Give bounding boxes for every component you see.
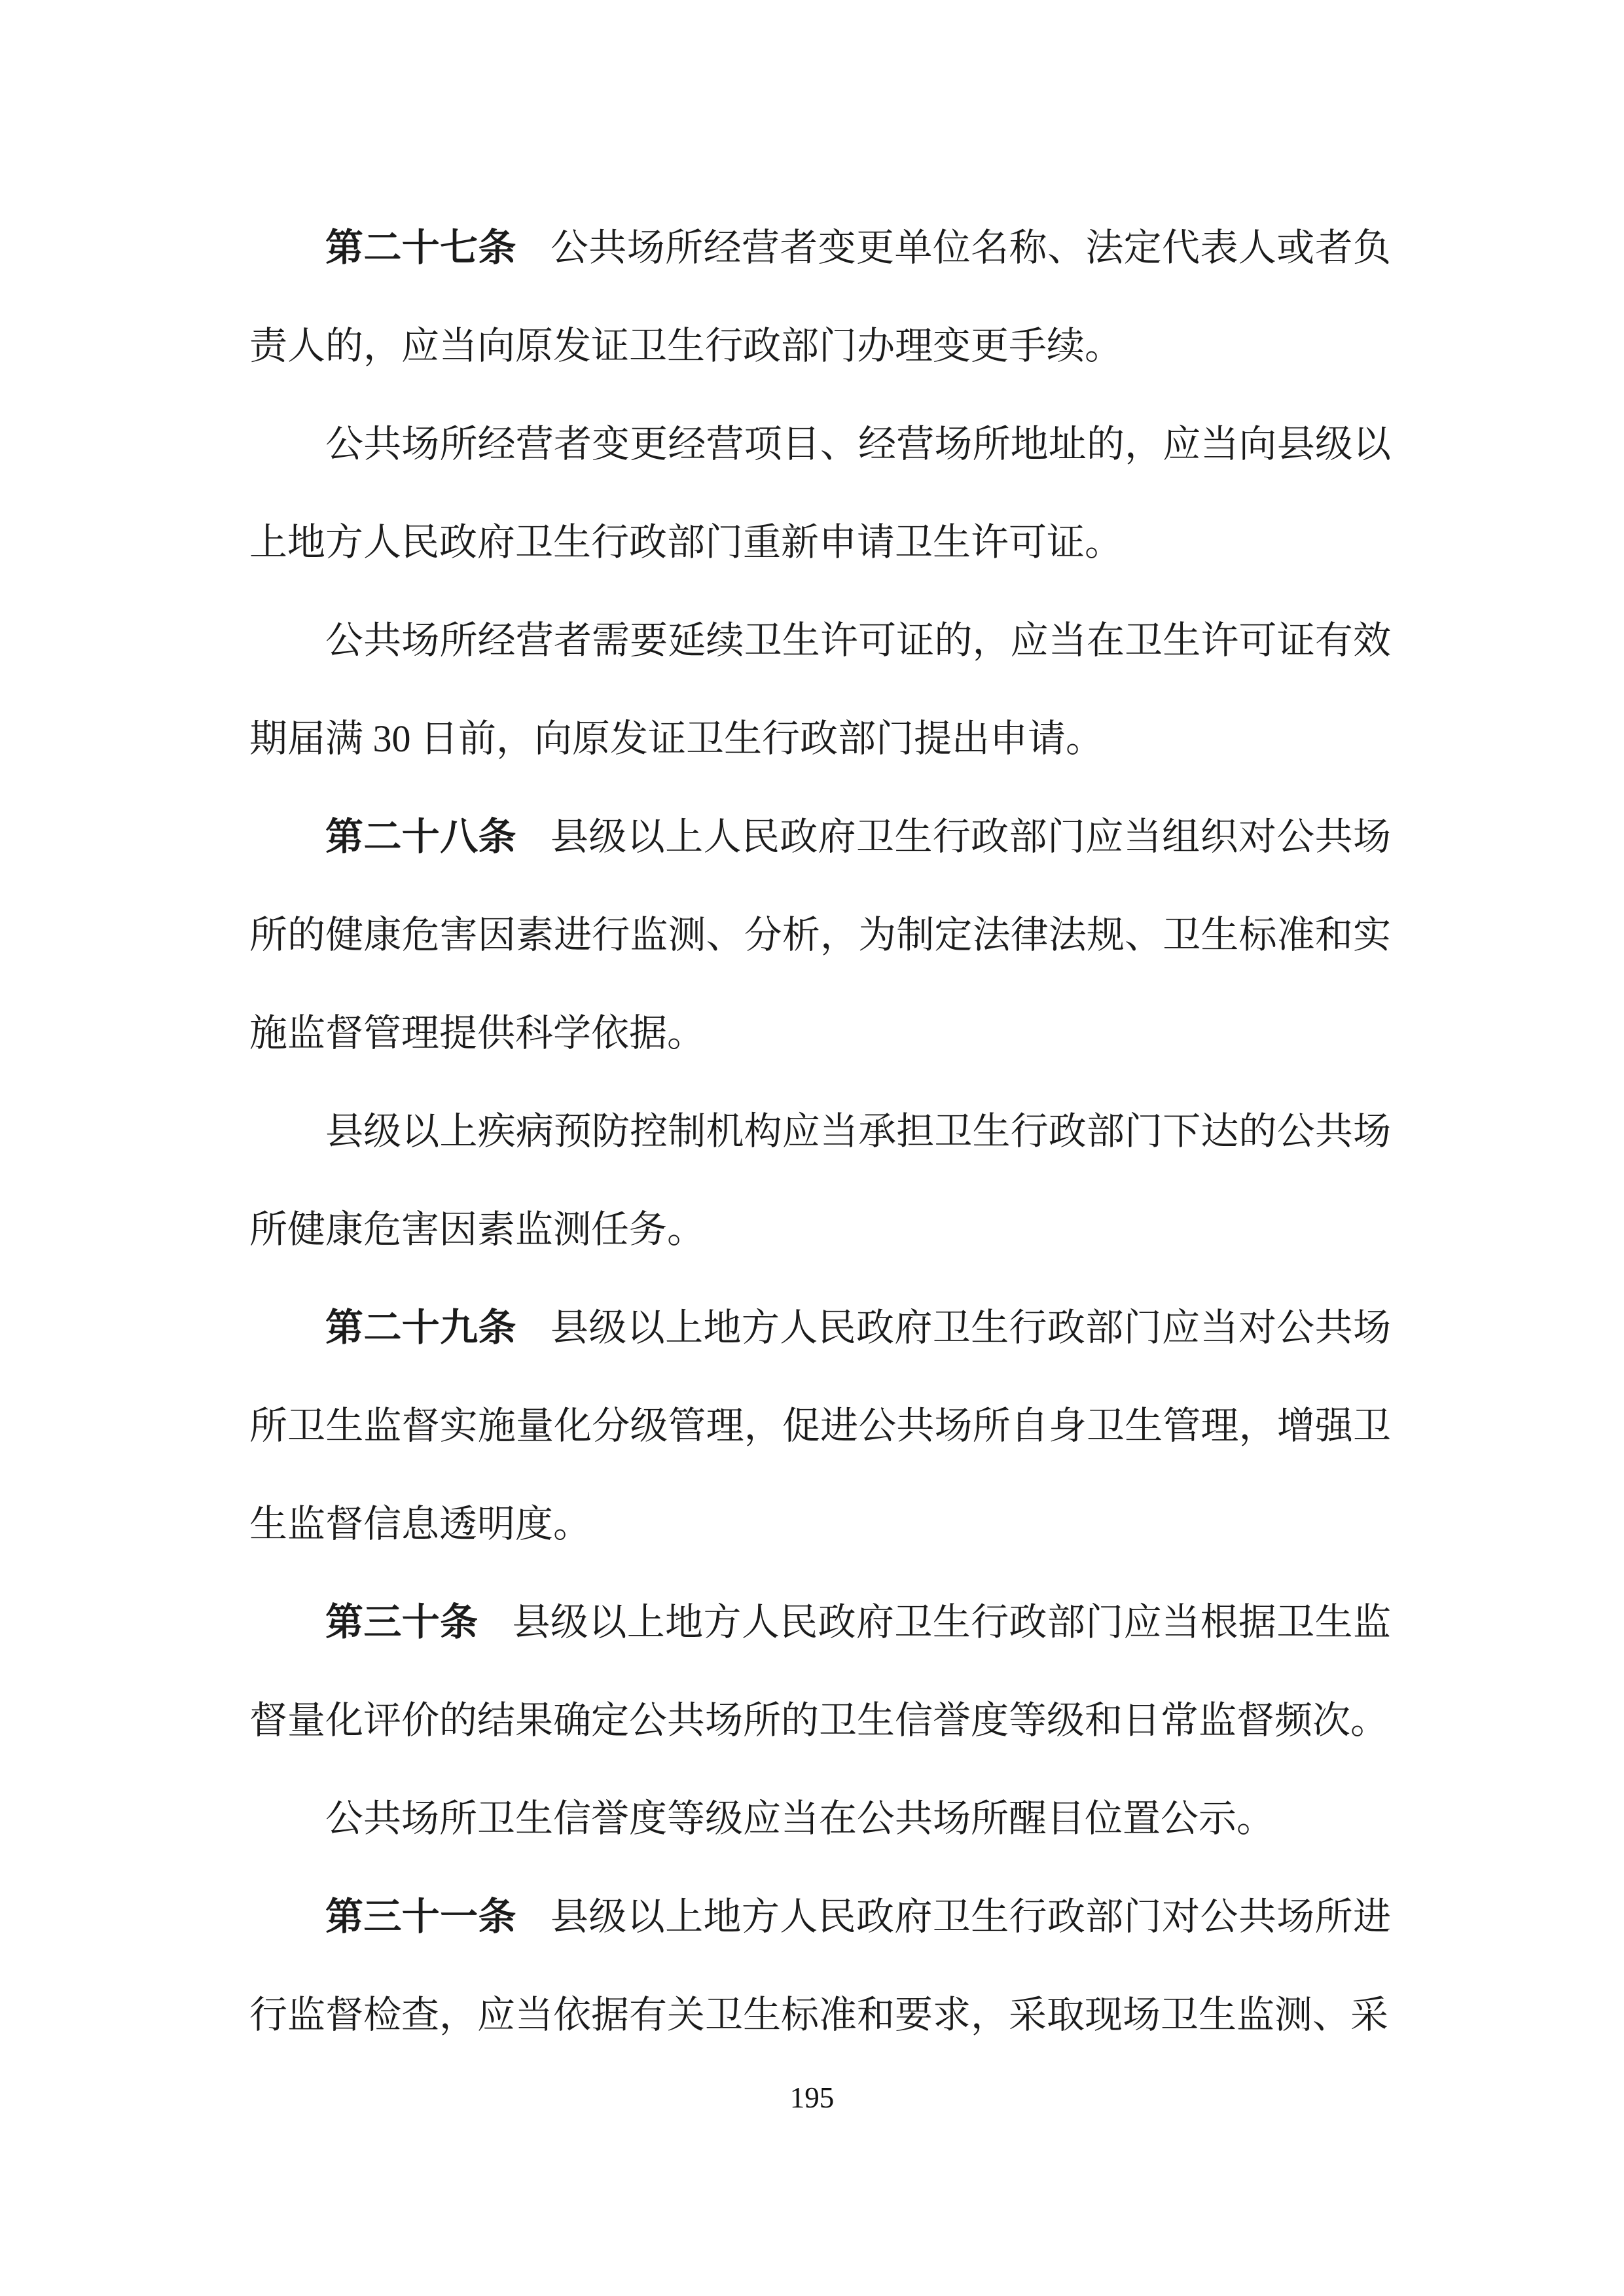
paragraph bbox=[249, 1083, 1391, 1279]
text-block bbox=[249, 199, 1391, 2064]
paragraph bbox=[249, 1573, 1391, 1770]
paragraph bbox=[249, 1279, 1391, 1573]
article-number: 第二十九条 bbox=[325, 1306, 516, 1349]
paragraph-text: 县级以上地方人民政府卫生行政部门对公共场所进行监督检查，应当依据有关卫生标准和要求，采取现场卫生监测、采 bbox=[249, 1895, 1391, 2036]
paragraph bbox=[249, 788, 1391, 1083]
paragraph-text: 公共场所经营者需要延续卫生许可证的，应当在卫生许可证有效期届满 30 日前，向原发证卫生行政部门提出申请。 bbox=[249, 619, 1391, 760]
paragraph-text: 公共场所经营者变更单位名称、法定代表人或者负责人的，应当向原发证卫生行政部门办理变更手续。 bbox=[249, 226, 1391, 367]
paragraph-text: 公共场所经营者变更经营项目、经营场所地址的，应当向县级以上地方人民政府卫生行政部门重新申请卫生许可证。 bbox=[249, 423, 1391, 564]
paragraph-text: 县级以上人民政府卫生行政部门应当组织对公共场所的健康危害因素进行监测、分析，为制定法律法规、卫生标准和实施监督管理提供科学依据。 bbox=[249, 816, 1391, 1054]
paragraph-text: 县级以上地方人民政府卫生行政部门应当对公共场所卫生监督实施量化分级管理，促进公共场所自身卫生管理，增强卫生监督信息透明度。 bbox=[249, 1306, 1391, 1545]
paragraph-text: 县级以上地方人民政府卫生行政部门应当根据卫生监督量化评价的结果确定公共场所的卫生信誉度等级和日常监督频次。 bbox=[249, 1601, 1391, 1742]
page-number: 195 bbox=[789, 2081, 835, 2114]
paragraph bbox=[249, 1868, 1391, 2064]
paragraph-text: 公共场所卫生信誉度等级应当在公共场所醒目位置公示。 bbox=[325, 1797, 1275, 1840]
paragraph bbox=[249, 592, 1391, 788]
paragraph bbox=[249, 199, 1391, 395]
article-number: 第二十七条 bbox=[325, 226, 516, 269]
article-number: 第三十一条 bbox=[325, 1895, 516, 1938]
paragraph-text: 县级以上疾病预防控制机构应当承担卫生行政部门下达的公共场所健康危害因素监测任务。 bbox=[249, 1110, 1391, 1251]
paragraph bbox=[249, 395, 1391, 592]
article-number: 第三十条 bbox=[325, 1601, 478, 1643]
article-number: 第二十八条 bbox=[325, 816, 516, 858]
paragraph bbox=[249, 1770, 1391, 1868]
